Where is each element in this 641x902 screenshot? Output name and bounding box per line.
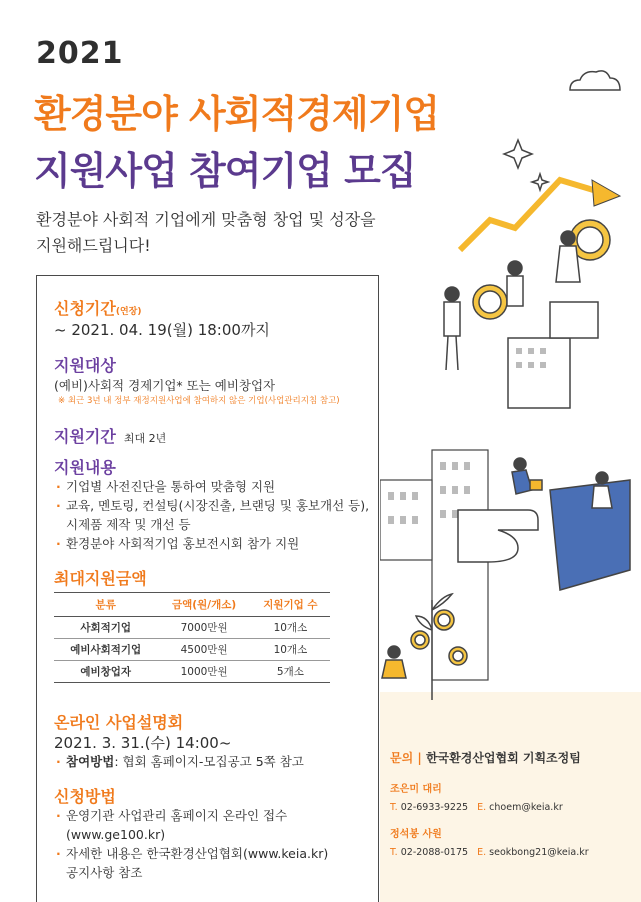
apply-item-1: · 운영기관 사업관리 홈페이지 온라인 접수	[56, 806, 328, 825]
duration-value: 최대 2년	[123, 432, 167, 445]
year: 2021	[36, 36, 124, 71]
contact-tel: 02-2088-0175	[400, 847, 469, 858]
table-row	[54, 661, 330, 683]
contact-separator: |	[417, 751, 422, 765]
content-title: 지원내용	[54, 458, 116, 477]
contact-person-name: 조은미 대리	[390, 784, 442, 795]
duration-section	[54, 424, 166, 449]
contact-email: seokbong21@keia.kr	[489, 847, 589, 858]
table-cell: 예비사회적기업	[54, 639, 157, 661]
support-table	[54, 592, 330, 683]
target-note: ※ 최근 3년 내 정부 재정지원사업에 참여하지 않은 기업(사업관리지침 참고)	[58, 396, 340, 406]
contact-person-line: T. 02-2088-0175 E. seokbong21@keia.kr	[390, 847, 589, 858]
content-item-3: · 환경분야 사회적기업 홍보전시회 참가 지원	[56, 534, 369, 553]
table-cell: 예비창업자	[54, 661, 157, 683]
subtitle-line2: 지원해드립니다!	[36, 236, 151, 255]
briefing-method-label: 참여방법	[66, 754, 115, 769]
contact-person-line: T. 02-6933-9225 E. choem@keia.kr	[390, 802, 563, 813]
apply-list	[56, 806, 328, 882]
briefing-method-value: : 협회 홈페이지-모집공고 5쪽 참고	[114, 754, 304, 769]
sparkle-icon	[504, 140, 548, 190]
duration-title: 지원기간	[54, 427, 116, 446]
table-header: 분류	[54, 593, 157, 617]
contact-email: choem@keia.kr	[489, 802, 563, 813]
building-icon	[380, 450, 488, 680]
building-icon	[508, 302, 598, 408]
title-line1: 환경분야 사회적경제기업	[34, 92, 440, 136]
contact-heading	[390, 749, 612, 766]
table-cell: 10개소	[251, 639, 330, 661]
period-title: 신청기간(연장)	[54, 299, 142, 318]
content-list	[56, 477, 369, 553]
briefing-date: 2021. 3. 31.(수) 14:00~	[54, 734, 232, 752]
table-header-row	[54, 593, 330, 617]
contact-org: 한국환경산업협회 기획조정팀	[425, 751, 581, 765]
table-cell: 1000만원	[157, 661, 250, 683]
briefing-title: 온라인 사업설명회	[54, 713, 184, 732]
person-icon	[382, 646, 406, 678]
apply-item-1-cont: (www.ge100.kr)	[66, 827, 166, 842]
table-cell: 10개소	[251, 617, 330, 639]
period-section	[54, 296, 141, 319]
period-tag: (연장)	[115, 307, 142, 317]
apply-item-2: · 자세한 내용은 한국환경산업협회(www.keia.kr)	[56, 844, 328, 863]
table-cell: 7000만원	[157, 617, 250, 639]
apply-title: 신청방법	[54, 787, 116, 806]
subtitle	[36, 207, 376, 259]
target-value: (예비)사회적 경제기업* 또는 예비창업자	[54, 378, 276, 393]
cloud-icon	[570, 71, 620, 90]
contact-tel: 02-6933-9225	[400, 802, 469, 813]
content-item-1: · 기업별 사전진단을 통하여 맞춤형 지원	[56, 477, 369, 496]
content-item-2: · 교육, 멘토링, 컨설팅(시장진출, 브랜딩 및 홍보개선 등),	[56, 496, 369, 515]
period-value: ~ 2021. 04. 19(월) 18:00까지	[54, 321, 270, 339]
briefing-list	[56, 752, 304, 771]
table-row	[54, 617, 330, 639]
table-cell: 4500만원	[157, 639, 250, 661]
target-title: 지원대상	[54, 356, 116, 375]
max-amount-title: 최대지원금액	[54, 569, 147, 588]
table-header: 금액(원/개소)	[157, 593, 250, 617]
title-line2: 지원사업 참여기업 모집	[34, 149, 416, 193]
table-row	[54, 639, 330, 661]
contact-box	[390, 749, 612, 858]
table-cell: 5개소	[251, 661, 330, 683]
content-item-2-cont: 시제품 제작 및 개선 등	[66, 517, 191, 532]
subtitle-line1: 환경분야 사회적 기업에게 맞춤형 창업 및 성장을	[36, 210, 376, 229]
table-cell: 사회적기업	[54, 617, 157, 639]
apply-item-2-cont: 공지사항 참조	[66, 865, 143, 880]
briefing-method	[56, 752, 304, 771]
contact-person-name: 정석봉 사원	[390, 829, 442, 840]
contact-label: 문의	[390, 751, 414, 765]
growth-illustration	[380, 40, 641, 740]
table-header: 지원기업 수	[251, 593, 330, 617]
